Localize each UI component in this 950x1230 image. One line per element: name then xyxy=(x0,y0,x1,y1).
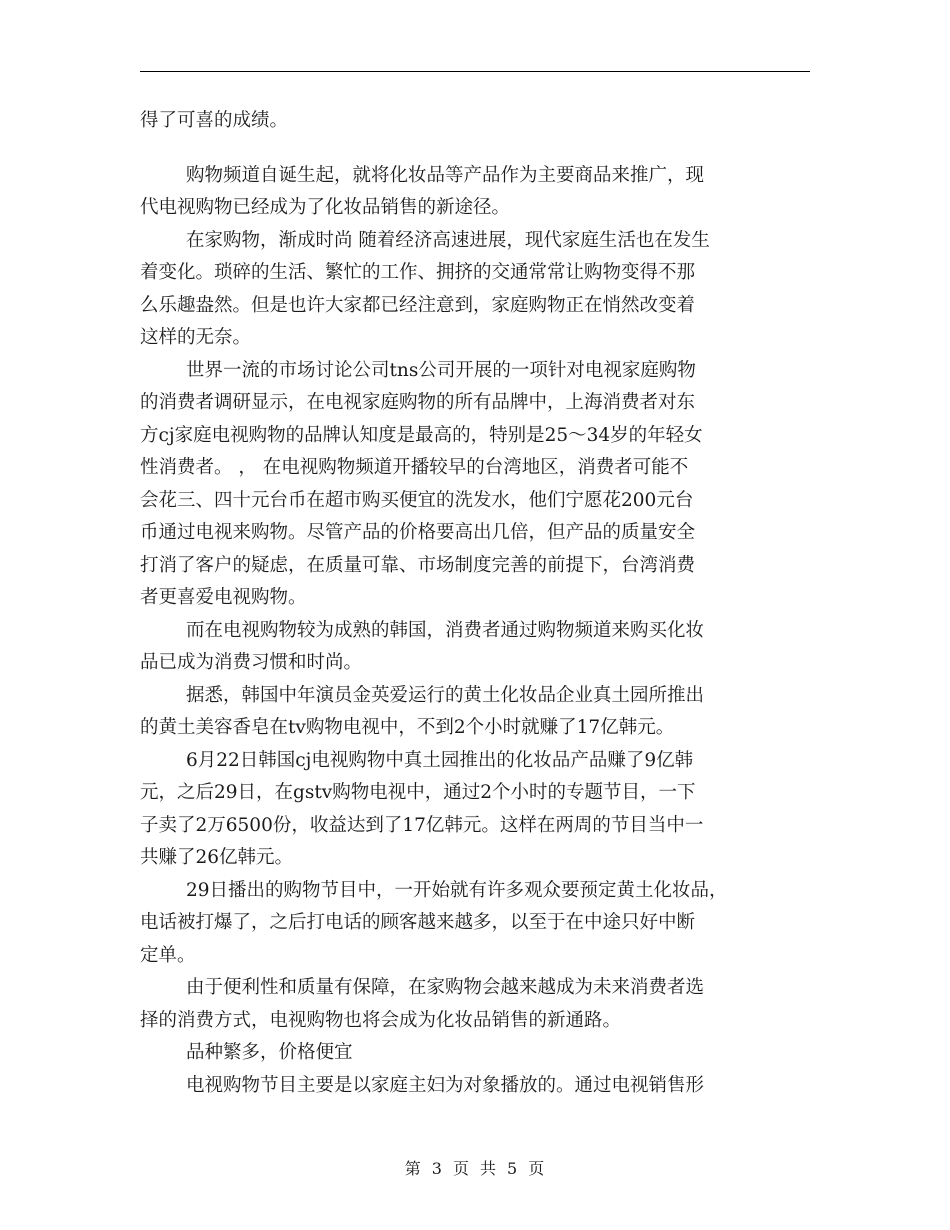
text-line: 的消费者调研显示，在电视家庭购物的所有品牌中，上海消费者对东 xyxy=(140,392,696,413)
document-body xyxy=(140,105,810,1102)
text-line: 会花三、四十元台币在超市购买便宜的洗发水，他们宁愿花200元台 xyxy=(140,489,694,511)
text-line: 得了可喜的成绩。 xyxy=(140,110,289,131)
text-line: 由于便利性和质量有保障，在家购物会越来越成为未来消费者选 xyxy=(186,977,705,998)
text-line: 这样的无奈。 xyxy=(140,327,252,348)
text-line: 世界一流的市场讨论公司tns公司开展的一项针对电视家庭购物 xyxy=(186,359,696,381)
text-line: 6月22日韩国cj电视购物中真土园推出的化妆品产品赚了9亿韩 xyxy=(186,749,694,771)
section-heading: 品种繁多，价格便宜 xyxy=(186,1042,353,1063)
header-rule xyxy=(140,71,810,72)
text-line: 者更喜爱电视购物。 xyxy=(140,587,307,608)
page-label: 第 xyxy=(404,1159,422,1178)
text-line: 性消费者。 ， 在电视购物频道开播较早的台湾地区，消费者可能不 xyxy=(140,457,689,478)
text-line: 方cj家庭电视购物的品牌认知度是最高的，特别是25～34岁的年轻女 xyxy=(140,424,703,446)
text-line: 么乐趣盎然。但是也许大家都已经注意到，家庭购物正在悄然改变着 xyxy=(140,294,696,316)
page-unit: 页 xyxy=(452,1159,470,1178)
total-unit: 页 xyxy=(528,1159,546,1178)
text-line: 代电视购物已经成为了化妆品销售的新途径。 xyxy=(140,197,511,218)
text-line: 的黄土美容香皂在tv购物电视中，不到2个小时就赚了17亿韩元。 xyxy=(140,717,675,738)
text-line: 着变化。琐碎的生活、繁忙的工作、拥挤的交通常常让购物变得不那 xyxy=(140,262,696,283)
text-line: 电话被打爆了，之后打电话的顾客越来越多，以至于在中途只好中断 xyxy=(140,912,696,933)
text-line: 据悉，韩国中年演员金英爱运行的黄土化妆品企业真土园所推出 xyxy=(186,684,705,706)
text-line: 品已成为消费习惯和时尚。 xyxy=(140,652,363,673)
text-line: 而在电视购物较为成熟的韩国，消费者通过购物频道来购买化妆 xyxy=(186,619,705,641)
text-line: 打消了客户的疑虑，在质量可靠、市场制度完善的前提下，台湾消费 xyxy=(140,554,696,576)
text-line: 共赚了26亿韩元。 xyxy=(140,847,294,868)
text-line: 子卖了2万6500份，收益达到了17亿韩元。这样在两周的节目当中一 xyxy=(140,814,704,836)
text-line: 择的消费方式，电视购物也将会成为化妆品销售的新通路。 xyxy=(140,1009,622,1031)
page-footer xyxy=(0,1156,950,1179)
total-pages: 5 xyxy=(507,1159,519,1178)
total-label: 共 xyxy=(480,1159,498,1178)
text-line: 元，之后29日，在gstv购物电视中，通过2个小时的专题节目，一下 xyxy=(140,782,696,803)
text-line: 定单。 xyxy=(140,944,196,966)
page-number: 3 xyxy=(431,1159,443,1178)
text-line: 电视购物节目主要是以家庭主妇为对象播放的。通过电视销售形 xyxy=(186,1074,705,1096)
text-line: 在家购物，渐成时尚 随着经济高速进展，现代家庭生活也在发生 xyxy=(186,229,710,251)
text-line: 29日播出的购物节目中，一开始就有许多观众要预定黄土化妆品， xyxy=(186,879,728,901)
text-line: 购物频道自诞生起，就将化妆品等产品作为主要商品来推广，现 xyxy=(186,164,705,186)
text-line: 币通过电视来购物。尽管产品的价格要高出几倍，但产品的质量安全 xyxy=(140,522,696,543)
